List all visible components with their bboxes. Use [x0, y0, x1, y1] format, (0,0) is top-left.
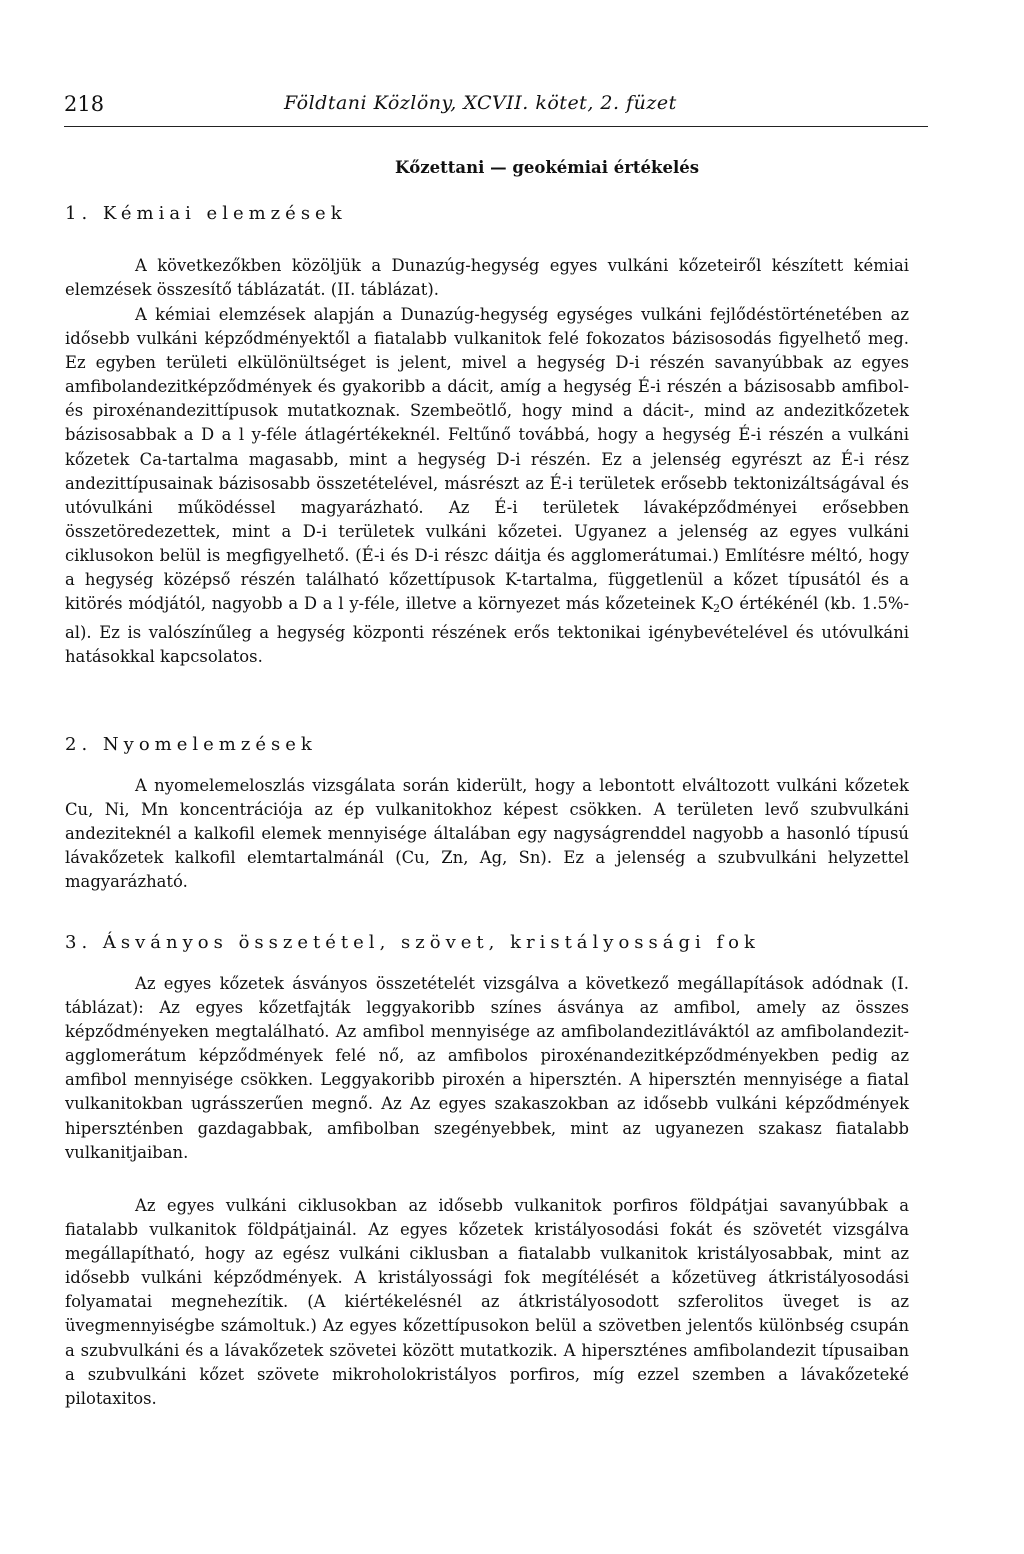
page-header	[64, 92, 928, 127]
heading-trace-elements: 2. Nyomelemzések	[65, 734, 317, 755]
page-number: 218	[64, 92, 105, 116]
paragraph: A nyomelemeloszlás vizsgálata során kiderült, hogy a lebontott elváltozott vulkáni kőzetek Cu, Ni, Mn koncentrációja az ép vulkanitokhoz képest csökken. A területen levő szubvulkáni andeziteknél a kalkofil elemek mennyisége általában egy nagyságrenddel nagyobb a hasonló típusú lávakőzetek kalkofil elemtartalmánál (Cu, Zn, Ag, Sn). Ez a jelenség a szubvulkáni helyzettel magyarázható.	[65, 776, 909, 892]
paragraph-text: A kémiai elemzések alapján a Dunazúg-hegység egységes vulkáni fejlődéstörténetében az idősebb vulkáni képződményektől a fiatalabb vulkanitok felé fokozatos bázisosodás figyelhető meg. Ez egyben területi elkülönültséget is jelent, mivel a hegység D-i részén savanyúbbak az egyes amfibolandezitképződmények és gyakoribb a dácit, amíg a hegység É-i részén a bázisosabb amfibol- és piroxénandezittípusok mutatkoznak. Szembeötlő, hogy mind a dácit-, mind az andezitkőzetek bázisosabbak a D a l y-féle átlagértékeknél. Feltűnő továbbá, hogy a hegység É-i részén a vulkáni kőzetek Ca-tartalma magasabb, mint a hegység D-i részén. Ez a jelenség egyrészt az É-i rész andezittípusainak bázisosabb összetételével, másrészt az É-i területek erősebb tektonizáltságával és utóvulkáni működéssel magyarázható. Az É-i területek lávaképződményei erősebben összetöredezettek, mint a D-i területek vulkáni kőzetei. Ugyanez a jelenség az egyes vulkáni ciklusokon belül is megfigyelhető. (É-i és D-i részc dáitja és agglomerátumai.) Említésre méltó, hogy a hegység középső részén található kőzettípusok K-tartalma, függetlenül a kőzet típusától és a kitörés módjától, nagyobb a D a l y-féle, illetve a környezet más kőzeteinek	[65, 305, 909, 614]
paragraph	[65, 303, 909, 669]
heading-chemical-analyses: 1. Kémiai elemzések	[65, 203, 347, 224]
paragraph: Az egyes vulkáni ciklusokban az idősebb vulkanitok porfiros földpátjai savanyúbbak a fiatalabb vulkanitok földpátjainál. Az egyes kőzetek kristályosodási fokát és szövetét vizsgálva megállapítható, hogy az egész vulkáni ciklusban a fiatalabb vulkanitok kristályosabbak, mint az idősebb vulkáni képződmények. A kristályossági fok megítélését a kőzetüveg átkristályosodási folyamatai megnehezítik. (A kiértékelésnél az átkristályosodott szferolitos üveget is az üvegmennyiségbe számoltuk.) Az egyes kőzettípusokon belül a szövetben jelentős különbség csupán a szubvulkáni és a lávakőzetek szövetei között mutatkozik. A hiperszténes amfibolandezit típusaiban a szubvulkáni kőzet szövete mikroholokristályos porfiros, míg ezzel szemben a lávakőzeteké pilotaxitos.	[65, 1196, 909, 1408]
paragraph: Az egyes kőzetek ásványos összetételét vizsgálva a következő megállapítások adódnak (I. táblázat): Az egyes kőzetfajták leggyakoribb színes ásványa az amfibol, amely az összes képződményeken megtalálható. Az amfibol mennyisége az amfibolandezitláváktól az amfibolandezit-agglomerátum képződmények felé nő, az amfibolos piroxénandezitképződményekben pedig az amfibol mennyisége csökken. Leggyakoribb piroxén a hipersztén. A hipersztén mennyisége a fiatal vulkanitokban ugrásszerűen megnő. Az Az egyes szakaszokban az idősebb vulkáni képződmények hiperszténben gazdagabbak, amfibolban szegényebbek, mint az ugyanezen szakasz fiatalabb vulkanitjaiban.	[65, 974, 909, 1162]
heading-mineral-composition: 3. Ásványos összetétel, szövet, kristályossági fok	[65, 932, 760, 953]
paragraph-text: O értékénél (kb. 1.5%-al). Ez is valószínűleg a hegység központi részének erős tektonikai igénybevételével és utóvulkáni hatásokkal kapcsolatos.	[65, 594, 909, 667]
section-title: Kőzettani — geokémiai értékelés	[394, 158, 700, 177]
paragraph: A következőkben közöljük a Dunazúg-hegység egyes vulkáni kőzeteiről készített kémiai elemzések összesítő táblázatát. (II. táblázat).	[65, 256, 909, 300]
journal-title: Földtani Közlöny, XCVII. kötet, 2. füzet	[284, 92, 677, 114]
chemical-formula: $K_2$	[700, 594, 721, 616]
